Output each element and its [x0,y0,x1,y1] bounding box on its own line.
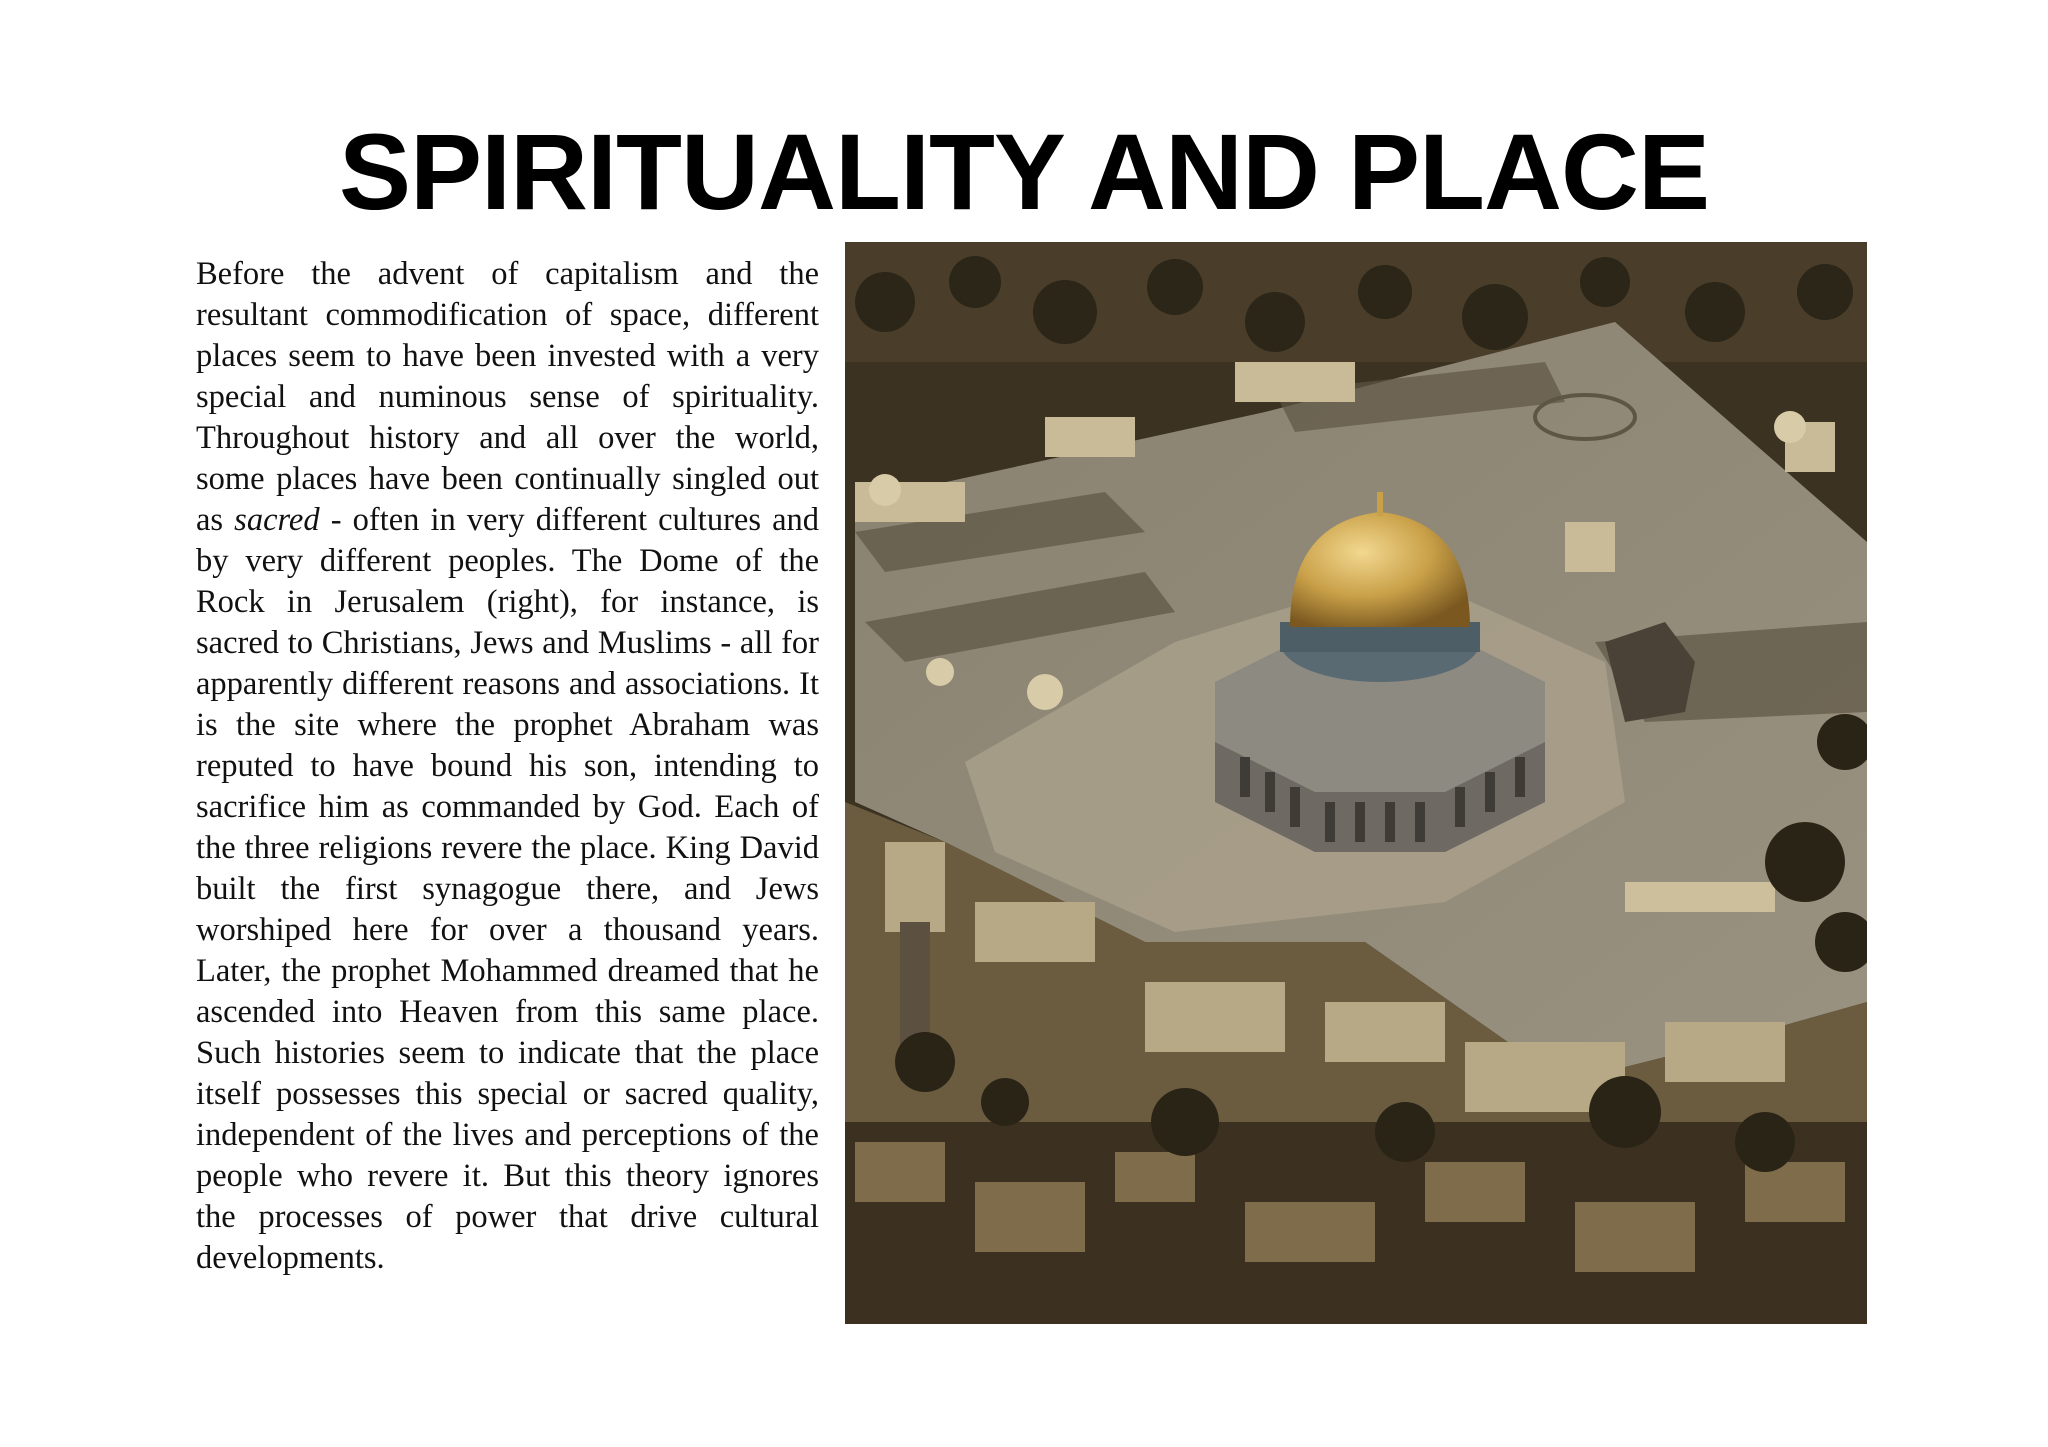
paragraph-text-end: - often in very different cultures and by very different peoples. The Dome of the Rock in Jerusalem (right), for instance, is sacred to Christians, Jews and Muslims - all for apparently different reasons and associations. It is the site where the prophet Abraham was reputed to have bound his son, intending to sacrifice him as commanded by God. Each of the three religions revere the place. King David built the first synagogue there, and Jews worshiped here for over a thousand years. Later, the prophet Mohammed dreamed that he ascended into Heaven from this same place. Such histories seem to indicate that the place itself possesses this special or sacred quality, independent of the lives and perceptions of the people who revere it. But this theory ignores the processes of power that drive cultural developments. [196,502,819,1276]
body-paragraph [196,254,819,1279]
page-title: SPIRITUALITY AND PLACE [338,111,1710,232]
italic-term-sacred: sacred [234,502,320,538]
dome-of-the-rock-aerial-photo [845,242,1867,1324]
paragraph-text-start: Before the advent of capitalism and the resultant commodification of space, different places seem to have been invested with a very special and numinous sense of spirituality. Throughout history and all over the world, some places have been continually singled out as [196,256,819,538]
